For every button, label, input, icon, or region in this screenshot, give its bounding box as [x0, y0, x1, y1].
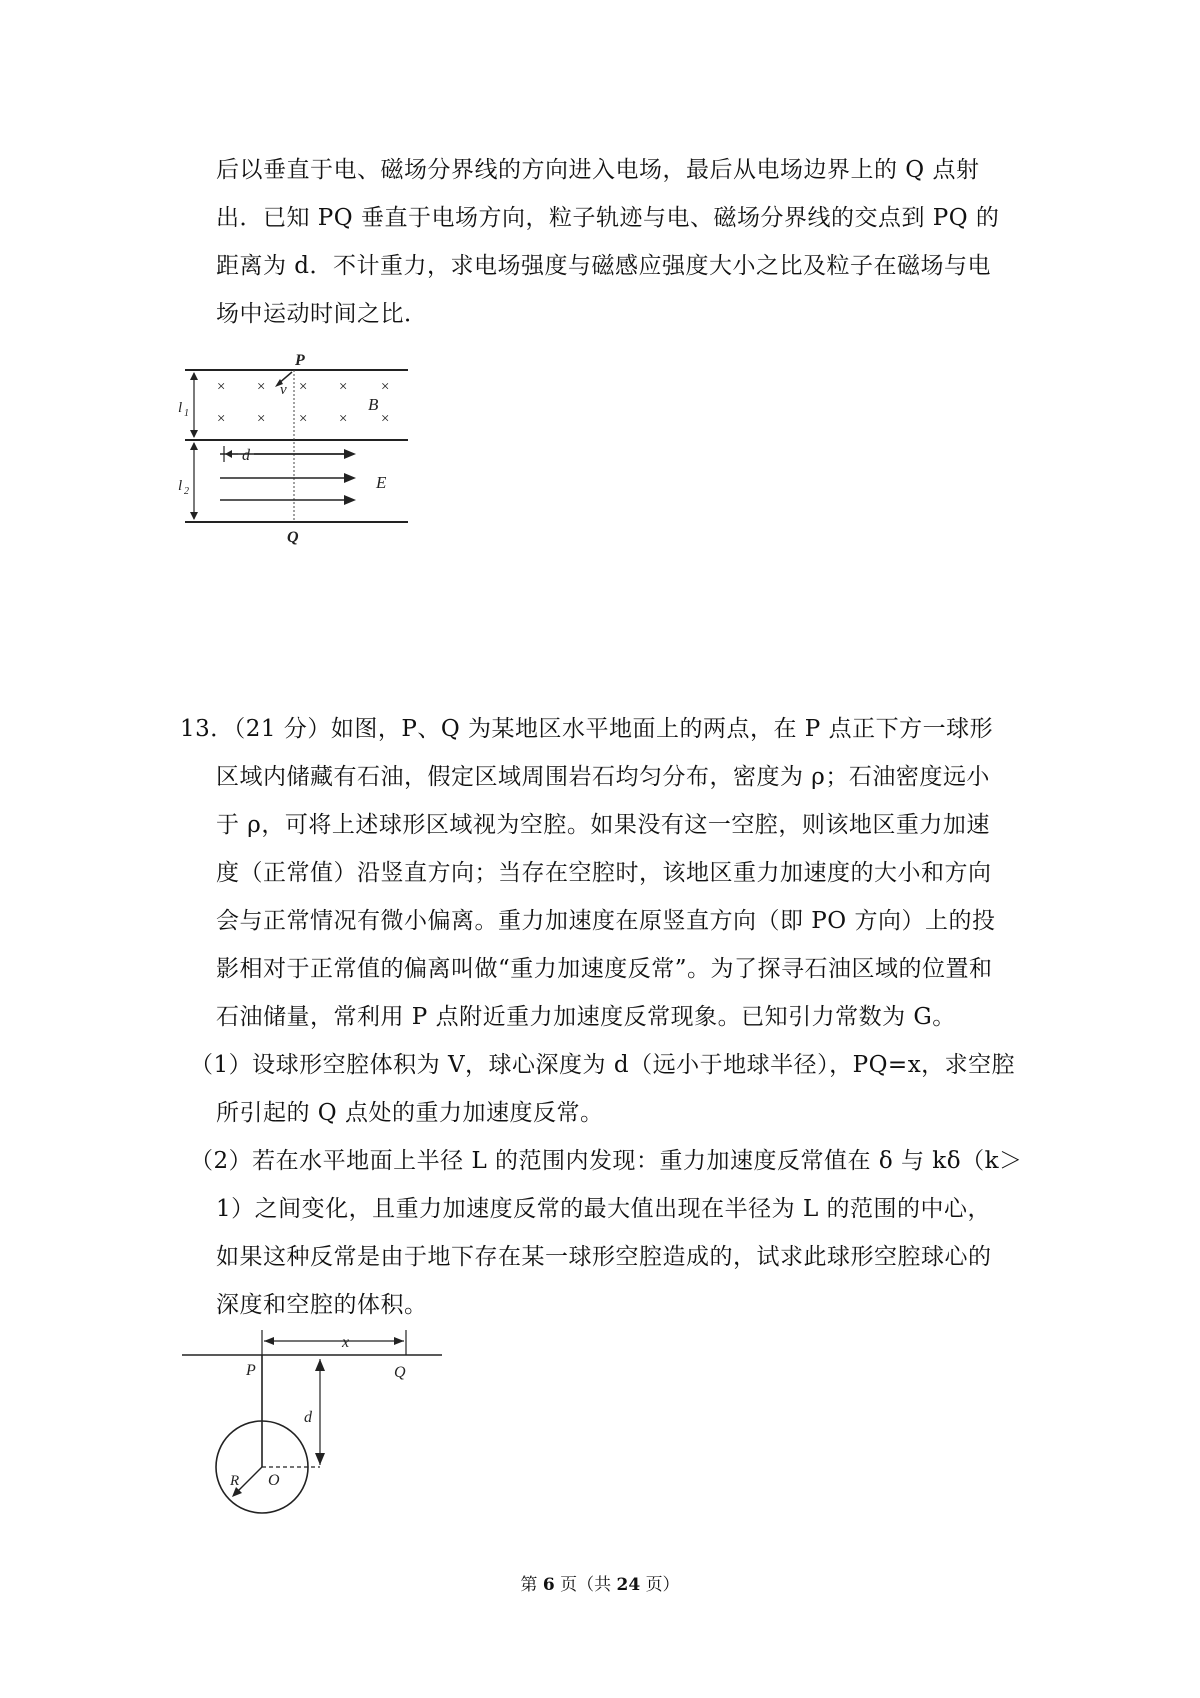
footer-middle: 页（共: [560, 1575, 612, 1595]
cross-mark: ×: [298, 411, 309, 427]
l1-subscript: 1: [184, 408, 189, 419]
l2-arrow-down: [190, 512, 198, 520]
field-diagram: [180, 350, 420, 560]
l1-label: l: [178, 400, 183, 416]
field-arrowhead: [344, 495, 356, 505]
x-arrow-right: [394, 1337, 404, 1345]
center-o-label: O: [268, 1472, 280, 1489]
point-q-label: Q: [394, 1364, 406, 1381]
cross-mark: ×: [338, 379, 349, 395]
cross-mark: ×: [380, 411, 391, 427]
radius-arrow: [236, 1467, 262, 1493]
l2-label: l: [178, 478, 183, 494]
electric-field-label: E: [376, 473, 387, 492]
point-q-label: Q: [287, 529, 299, 546]
text-line: 于 ρ，可将上述球形区域视为空腔。如果没有这一空腔，则该地区重力加速: [216, 812, 990, 838]
magnetic-field-marks: [216, 379, 390, 427]
text-line: 后以垂直于电、磁场分界线的方向进入电场，最后从电场边界上的 Q 点射: [216, 157, 980, 183]
d-label: d: [242, 447, 250, 464]
text-line: 深度和空腔的体积。: [216, 1292, 428, 1318]
text-line: 所引起的 Q 点处的重力加速度反常。: [216, 1100, 604, 1126]
text-line: 区域内储藏有石油，假定区域周围岩石均匀分布，密度为 ρ；石油密度远小: [216, 764, 990, 790]
footer-suffix: 页）: [645, 1575, 680, 1595]
page-footer: [0, 1573, 1200, 1597]
text-line: 度（正常值）沿竖直方向；当存在空腔时，该地区重力加速度的大小和方向: [216, 860, 992, 886]
x-arrow-left: [264, 1337, 274, 1345]
cross-mark: ×: [298, 379, 309, 395]
point-p-label: P: [295, 352, 305, 369]
x-label: x: [342, 1334, 350, 1351]
cross-mark: ×: [216, 411, 227, 427]
point-p-label: P: [246, 1362, 256, 1379]
l2-subscript: 2: [184, 486, 189, 497]
l1-arrow-up: [190, 372, 198, 380]
footer-prefix: 第: [520, 1575, 538, 1595]
text-line: 场中运动时间之比．: [216, 301, 428, 327]
problem-13-header-line: 13．（21 分）如图，P、Q 为某地区水平地面上的两点，在 P 点正下方一球形: [180, 716, 994, 742]
text-line: 石油储量，常利用 P 点附近重力加速度反常现象。已知引力常数为 G。: [216, 1004, 956, 1030]
radius-label: R: [230, 1473, 240, 1489]
text-line: 距离为 d．不计重力，求电场强度与磁感应强度大小之比及粒子在磁场与电: [216, 253, 992, 279]
text-line: 会与正常情况有微小偏离。重力加速度在原竖直方向（即 PO 方向）上的投: [216, 908, 996, 934]
d-arrow-down: [315, 1453, 325, 1465]
total-pages: 24: [616, 1575, 641, 1595]
cross-mark: ×: [338, 411, 349, 427]
electric-field-lines: [220, 449, 356, 505]
text-line: 影相对于正常值的偏离叫做“重力加速度反常”。为了探寻石油区域的位置和: [216, 956, 993, 982]
cross-mark: ×: [216, 379, 227, 395]
velocity-label: v: [280, 382, 287, 398]
subquestion-2: （2）若在水平地面上半径 L 的范围内发现：重力加速度反常值在 δ 与 kδ（k＞: [190, 1148, 1023, 1174]
cross-mark: ×: [256, 411, 267, 427]
cross-mark: ×: [256, 379, 267, 395]
text-line: 如果这种反常是由于地下存在某一球形空腔造成的，试求此球形空腔球心的: [216, 1244, 992, 1270]
d-label: d: [304, 1409, 312, 1426]
cross-mark: ×: [380, 379, 391, 395]
d-arrow-up: [315, 1359, 325, 1371]
magnetic-field-label: B: [368, 395, 379, 414]
l1-arrow-down: [190, 430, 198, 438]
field-arrowhead: [344, 449, 356, 459]
cavity-diagram: [180, 1325, 450, 1535]
page-number: 6: [542, 1575, 555, 1595]
text-line: 1）之间变化，且重力加速度反常的最大值出现在半径为 L 的范围的中心，: [216, 1196, 992, 1222]
field-arrowhead: [344, 473, 356, 483]
subquestion-1: （1）设球形空腔体积为 V，球心深度为 d（远小于地球半径），PQ=x，求空腔: [190, 1052, 1016, 1078]
l2-arrow-up: [190, 442, 198, 450]
text-line: 出．已知 PQ 垂直于电场方向，粒子轨迹与电、磁场分界线的交点到 PQ 的: [216, 205, 1000, 231]
